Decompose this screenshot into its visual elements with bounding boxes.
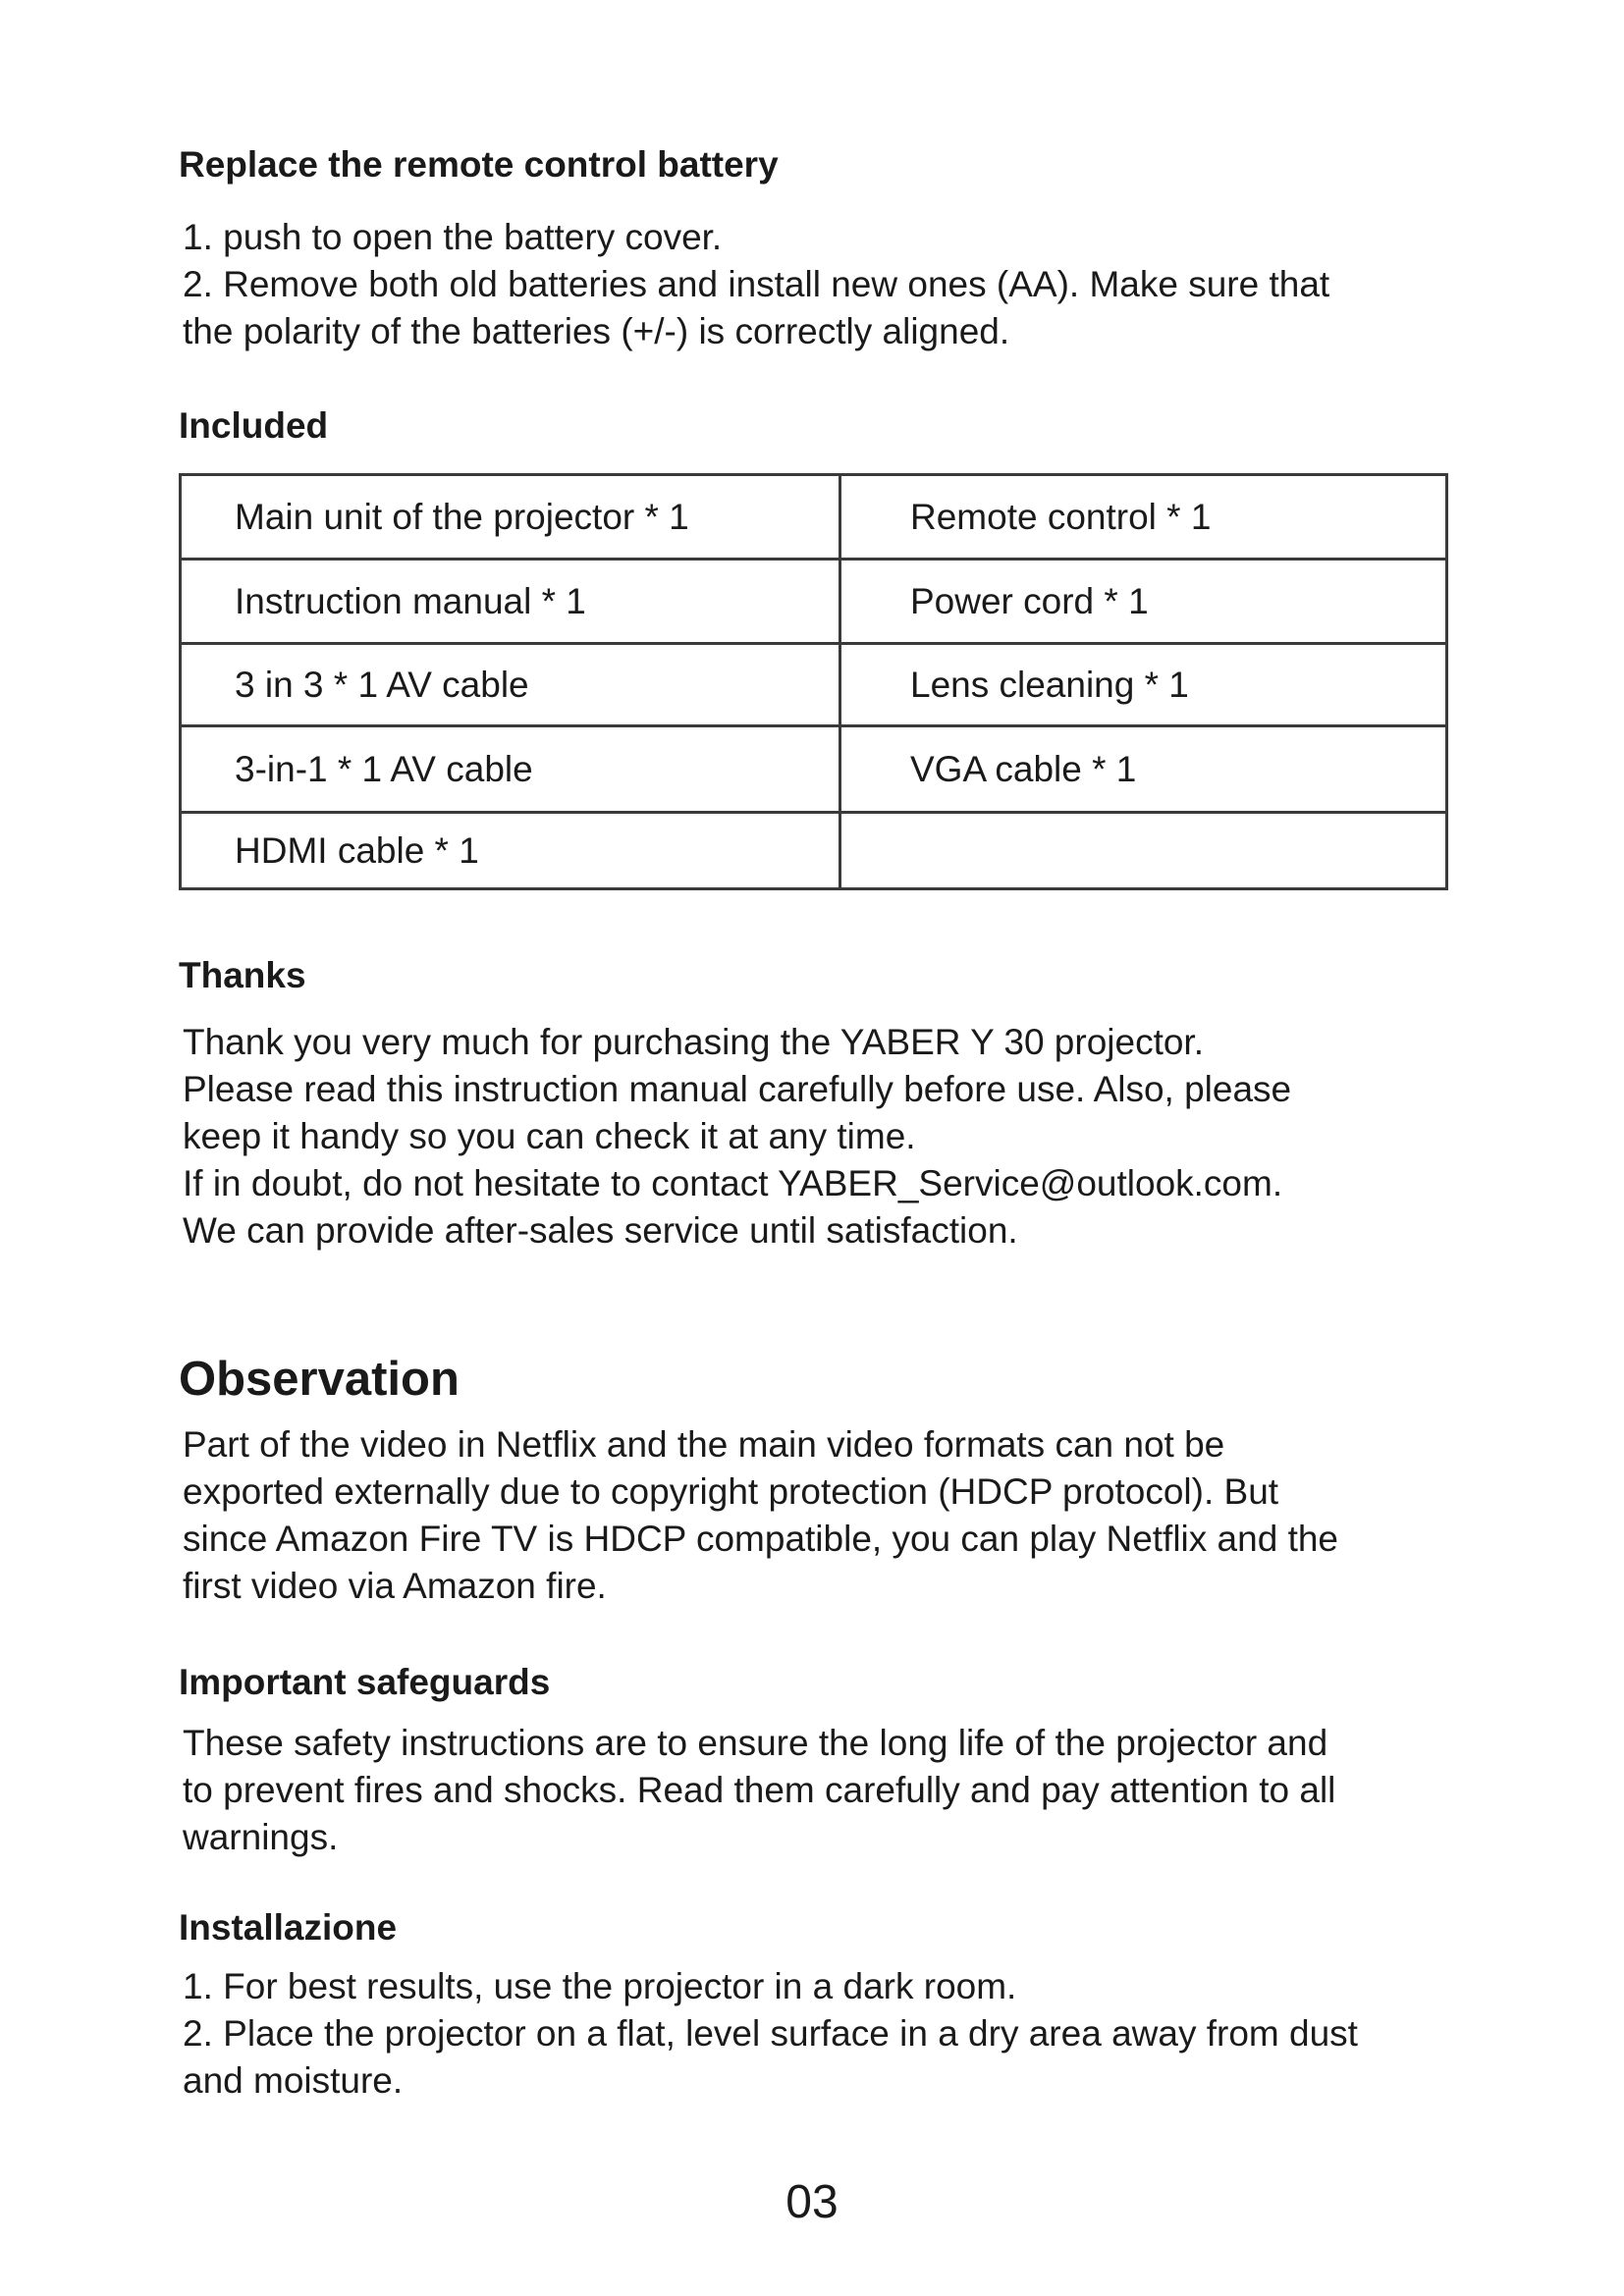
battery-heading: Replace the remote control battery (179, 144, 779, 185)
observation-line: exported externally due to copyright protection (HDCP protocol). But (183, 1471, 1279, 1512)
safeguards-line: These safety instructions are to ensure the long life of the projector and (183, 1723, 1328, 1763)
thanks-heading: Thanks (179, 955, 306, 995)
table-cell: HDMI cable * 1 (181, 813, 840, 889)
table-row (181, 813, 1447, 889)
installation-heading: Installazione (179, 1907, 398, 1948)
thanks-line: We can provide after-sales service until satisfaction. (183, 1210, 1018, 1251)
thanks-line: Thank you very much for purchasing the YABER Y 30 projector. (183, 1022, 1204, 1062)
installation-line: 1. For best results, use the projector in a dark room. (183, 1966, 1017, 2006)
battery-line: the polarity of the batteries (+/-) is correctly aligned. (183, 311, 1010, 351)
thanks-text (183, 1019, 1459, 1255)
table-row (181, 726, 1447, 813)
thanks-line: Please read this instruction manual carefully before use. Also, please (183, 1069, 1292, 1109)
observation-line: first video via Amazon fire. (183, 1566, 607, 1606)
battery-line: 1. push to open the battery cover. (183, 217, 723, 257)
observation-line: Part of the video in Netflix and the main video formats can not be (183, 1424, 1225, 1465)
observation-heading: Observation (179, 1353, 460, 1406)
observation-text (183, 1421, 1459, 1610)
battery-instructions (183, 214, 1459, 355)
table-row (181, 644, 1447, 726)
safeguards-line: to prevent fires and shocks. Read them carefully and pay attention to all (183, 1770, 1336, 1810)
table-cell (840, 813, 1447, 889)
thanks-line: keep it handy so you can check it at any time. (183, 1116, 916, 1156)
table-cell: Instruction manual * 1 (181, 560, 840, 644)
table-cell: Power cord * 1 (840, 560, 1447, 644)
installation-line: and moisture. (183, 2060, 404, 2101)
safeguards-heading: Important safeguards (179, 1662, 551, 1702)
table-cell: 3-in-1 * 1 AV cable (181, 726, 840, 813)
installation-text (183, 1963, 1459, 2105)
thanks-line: If in doubt, do not hesitate to contact YABER_Service@outlook.com. (183, 1163, 1283, 1203)
included-table (179, 473, 1448, 890)
safeguards-line: warnings. (183, 1817, 339, 1857)
page-number: 03 (785, 2176, 839, 2228)
battery-line: 2. Remove both old batteries and install new ones (AA). Make sure that (183, 264, 1330, 304)
observation-line: since Amazon Fire TV is HDCP compatible, you can play Netflix and the (183, 1519, 1339, 1559)
table-cell: 3 in 3 * 1 AV cable (181, 644, 840, 726)
table-cell: Lens cleaning * 1 (840, 644, 1447, 726)
table-row (181, 560, 1447, 644)
table-cell: Main unit of the projector * 1 (181, 475, 840, 560)
table-cell: VGA cable * 1 (840, 726, 1447, 813)
safeguards-text (183, 1720, 1459, 1861)
table-cell: Remote control * 1 (840, 475, 1447, 560)
included-heading: Included (179, 405, 329, 446)
installation-line: 2. Place the projector on a flat, level surface in a dry area away from dust (183, 2013, 1358, 2054)
table-row (181, 475, 1447, 560)
